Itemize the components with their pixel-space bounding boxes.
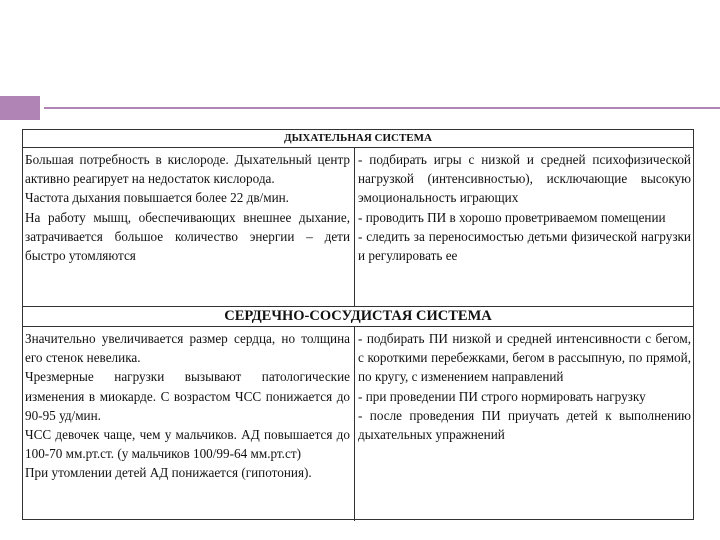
respiratory-recommendation: - проводить ПИ в хорошо проветриваемом помещении: [358, 209, 666, 225]
respiratory-feature: Частота дыхания повышается более 22 дв/мин.: [25, 190, 289, 206]
respiratory-feature: На работу мышц, обеспечивающих внешнее дыхание, затрачивается большое количество энергии – дети быстро утомляются: [25, 209, 350, 264]
column-divider: [354, 147, 355, 307]
respiratory-feature: Большая потребность в кислороде. Дыхательный центр активно реагирует на недостаток кислорода.: [25, 152, 350, 187]
cardio-feature: ЧСС девочек чаще, чем у мальчиков. АД повышается до 100-70 мм.рт.ст. (у мальчиков 100/99-64 мм.рт.ст): [25, 427, 350, 462]
content-table: [22, 129, 694, 520]
respiratory-features: [25, 150, 350, 265]
cardio-recommendation: - после проведения ПИ приучать детей к выполнению дыхательных упражнений: [358, 407, 691, 443]
accent-square: [0, 96, 40, 120]
respiratory-recommendations: [358, 150, 691, 265]
cardio-recommendations: [358, 329, 691, 444]
divider: [23, 147, 693, 148]
respiratory-recommendation: - подбирать игры с низкой и средней психофизической нагрузкой (интенсивностью), исключающие высокую эмоциональность играющих: [358, 152, 691, 206]
respiratory-recommendation: - следить за переносимостью детьми физической нагрузки и регулировать ее: [358, 228, 691, 264]
cardio-section-title: СЕРДЕЧНО-СОСУДИСТАЯ СИСТЕМА: [224, 308, 492, 324]
divider: [23, 326, 693, 327]
cardio-features: [25, 329, 350, 483]
accent-line: [44, 107, 720, 109]
cardio-feature: Значительно увеличивается размер сердца, но толщина его стенок невелика.: [25, 331, 350, 366]
cardio-recommendation: - при проведении ПИ строго нормировать нагрузку: [358, 388, 646, 404]
cardio-feature: Чрезмерные нагрузки вызывают патологические изменения в миокарде. С возрастом ЧСС понижается до 90-95 уд/мин.: [25, 369, 350, 423]
respiratory-section-title: ДЫХАТЕЛЬНАЯ СИСТЕМА: [284, 132, 432, 144]
cardio-recommendation: - подбирать ПИ низкой и средней интенсивности с бегом, с короткими перебежками, бегом в рассыпную, по прямой, по кругу, с изменением направлений: [358, 331, 691, 385]
cardio-feature: При утомлении детей АД понижается (гипотония).: [25, 465, 312, 481]
column-divider: [354, 326, 355, 521]
